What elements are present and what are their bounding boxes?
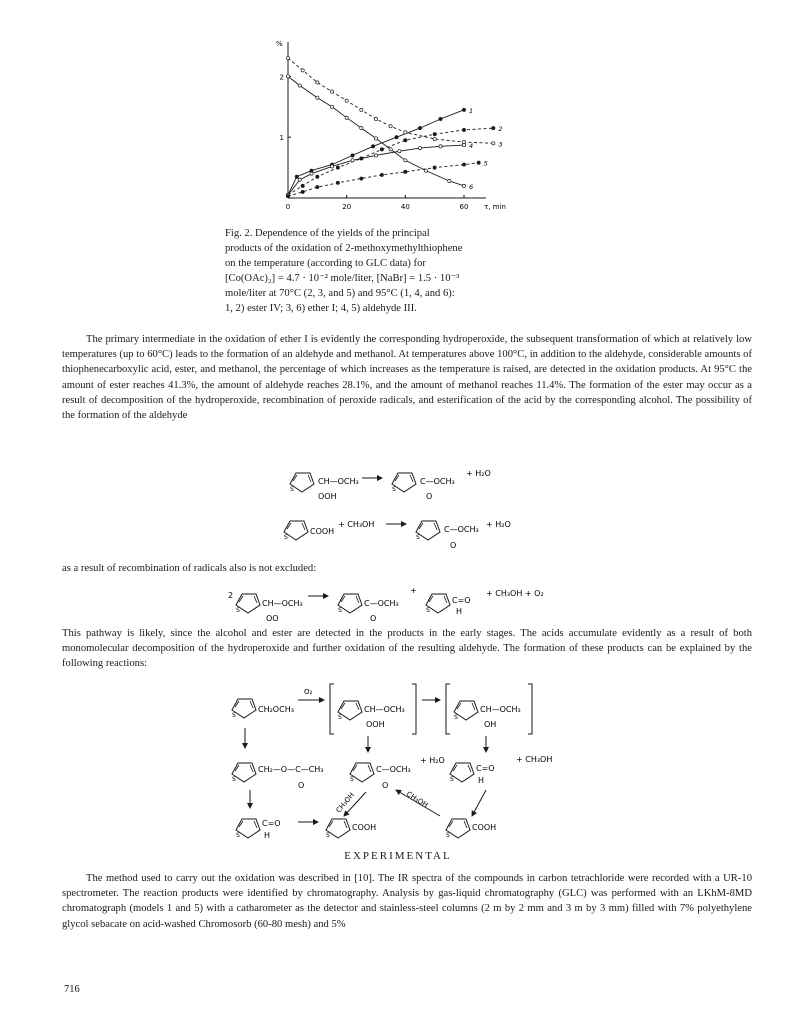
figure-caption (225, 226, 585, 316)
data-point (336, 166, 339, 169)
reaction-scheme (232, 684, 552, 840)
scheme-formula: C=O (452, 596, 471, 605)
data-point (439, 117, 442, 120)
scheme-formula: CH—OCH₃ (262, 599, 303, 608)
x-tick-label: 60 (459, 203, 469, 211)
scheme-formula: C=O (262, 819, 281, 828)
section-heading: EXPERIMENTAL (344, 850, 452, 862)
data-point (301, 69, 304, 72)
paragraph-text: The method used to carry out the oxidation was described in [10]. The IR spectra of the compounds in carbon tetrachloride were recorded with a UR-10 spectrometer. The reaction products were identified by chromatography. Analysis by gas-liquid chromatography (GLC) was performed with an LKhM-8MD chromatograph (models 1 and 5) with a catharometer as the detector and stainless-steel columns (2 m by 2 mm and 3 m by 3 mm) filled with 7% polyethylene glycol sebacate on acid-washed Chromosorb (60-80 mesh) and 5% (62, 873, 752, 930)
ring-sulfur-label: S (454, 714, 458, 721)
scheme-formula: CH₃OH (404, 790, 430, 810)
caption-line: [Co(OAc)₂] = 4.7 · 10⁻² mole/liter, [NaBr] = 1.5 · 10⁻³ (225, 273, 460, 284)
scheme-formula: OH (484, 720, 497, 729)
ring-sulfur-label: S (416, 534, 420, 541)
scheme-formula: C—OCH₃ (376, 765, 411, 774)
data-point (351, 159, 354, 162)
series-label: 5 (483, 159, 488, 168)
data-point (424, 169, 427, 172)
data-point (360, 126, 363, 129)
scheme-formula: O (298, 781, 305, 790)
scheme-formula: + CH₃OH + O₂ (486, 589, 544, 598)
data-point (404, 170, 407, 173)
data-point (418, 126, 421, 129)
scheme-2 (284, 520, 511, 550)
data-point (371, 145, 374, 148)
scheme-formula: C—OCH₃ (420, 477, 455, 486)
data-point (477, 161, 480, 164)
y-tick-label: 1 (279, 134, 284, 143)
data-point (316, 96, 319, 99)
data-point (316, 185, 319, 188)
data-point (395, 136, 398, 139)
data-point (336, 181, 339, 184)
caption-line: on the temperature (according to GLC data) for (225, 258, 426, 269)
scheme-formula: C—OCH₃ (364, 599, 399, 608)
data-point (374, 137, 377, 140)
ring-sulfur-label: S (426, 607, 430, 614)
series-line-1 (288, 110, 464, 195)
scheme-formula: CH₂OCH₃ (258, 705, 294, 714)
ring-sulfur-label: S (450, 776, 454, 783)
paragraph-text: The primary intermediate in the oxidation of ether I is evidently the corresponding hydroperoxide, the subsequent transformation of which at relatively low temperatures (up to 60°C) leads to the formation of an aldehyde and methanol. At temperatures above 100°C, in addition to the aldehyde, considerable amounts of thiophenecarboxylic acid, ester, and methanol, the percentage of which increases as the temperature is raised, are detected in the oxidation products. At 95°C the amount of ester reaches 41.3%, the amount of aldehyde reaches 28.1%, and the amount of methanol reaches 11.4%. The formation of the ester may occur as a result of decomposition of the hydroperoxide, recombination of peroxide radicals, and esterification of the acid by the corresponding alcohol. The possibility of the formation of the aldehyde (62, 334, 752, 422)
x-tick-label: 0 (285, 203, 291, 211)
data-point (492, 142, 495, 145)
data-point (330, 165, 333, 168)
scheme-formula: OOH (318, 492, 337, 501)
data-point (301, 190, 304, 193)
ring-sulfur-label: S (236, 832, 240, 839)
x-axis-label: τ, min (484, 203, 506, 211)
ring-sulfur-label: S (326, 832, 330, 839)
caption-line: Fig. 2. Dependence of the yields of the principal (225, 228, 430, 239)
data-point (295, 175, 298, 178)
data-point (310, 172, 313, 175)
data-point (404, 159, 407, 162)
scheme-formula: H (264, 831, 271, 840)
data-point (301, 184, 304, 187)
ring-sulfur-label: S (338, 714, 342, 721)
scheme-formula: + H₂O (466, 469, 491, 478)
ring-sulfur-label: S (236, 607, 240, 614)
data-point (398, 150, 401, 153)
data-point (298, 84, 301, 87)
data-point (439, 145, 442, 148)
scheme-3 (228, 586, 544, 623)
data-point (380, 173, 383, 176)
scheme-formula: C=O (476, 764, 495, 773)
series-label: 4 (469, 142, 474, 151)
data-point (462, 163, 465, 166)
ring-sulfur-label: S (446, 832, 450, 839)
scheme-formula: CH₂—O—C—CH₃ (258, 765, 324, 774)
series-label: 3 (498, 140, 503, 149)
data-point (433, 133, 436, 136)
scheme-formula: COOH (310, 527, 335, 536)
page-number: 716 (64, 984, 80, 995)
scheme-formula: + CH₃OH (338, 520, 375, 529)
ring-sulfur-label: S (232, 776, 236, 783)
paragraph-text: as a result of recombination of radicals also is not excluded: (62, 563, 317, 574)
bracket (446, 684, 450, 734)
series-label: 1 (469, 106, 474, 115)
paragraph-1 (62, 332, 752, 423)
data-point (462, 108, 465, 111)
scheme-formula: O (426, 492, 433, 501)
data-point (330, 105, 333, 108)
data-point (360, 108, 363, 111)
data-point (286, 57, 289, 60)
caption-line: 1, 2) ester IV; 3, 6) ether I; 4, 5) aldehyde III. (225, 303, 417, 314)
caption-line: products of the oxidation of 2-methoxymethylthiophene (225, 243, 463, 254)
scheme-formula: COOH (352, 823, 377, 832)
data-point (316, 175, 319, 178)
data-point (462, 128, 465, 131)
scheme-formula: CH—OCH₃ (364, 705, 405, 714)
data-point (433, 137, 436, 140)
scheme-formula: CH—OCH₃ (480, 705, 521, 714)
scheme-formula: C—OCH₃ (444, 525, 479, 534)
caption-line: mole/liter at 70°C (2, 3, and 5) and 95°C (1, 4, and 6): (225, 288, 455, 299)
data-point (286, 75, 289, 78)
data-point (316, 81, 319, 84)
ring-sulfur-label: S (338, 607, 342, 614)
data-point (433, 166, 436, 169)
data-point (374, 154, 377, 157)
data-point (360, 177, 363, 180)
series-label: 6 (469, 182, 474, 191)
data-point (345, 99, 348, 102)
x-tick-label: 40 (400, 203, 410, 211)
series-label: 2 (498, 125, 503, 134)
y-axis-label: % (276, 40, 283, 48)
data-point (374, 117, 377, 120)
data-point (286, 195, 289, 198)
data-point (462, 144, 465, 147)
bracket (412, 684, 416, 734)
scheme-formula: H (478, 776, 485, 785)
ring-sulfur-label: S (290, 486, 294, 493)
scheme-formula: + CH₃OH (516, 755, 553, 764)
scheme-formula: O (370, 614, 377, 623)
data-point (462, 184, 465, 187)
scheme-formula: CH₃OH (334, 791, 356, 815)
x-tick-label: 20 (342, 203, 352, 211)
data-point (404, 131, 407, 134)
paragraph-text: This pathway is likely, since the alcohol and ester are detected in the products in the early stages. The acids accumulate evidently as a result of both monomolecular decomposition of the hydroperoxide and further oxidation of the resulting aldehyde. The formation of these products can be explained by the following reactions: (62, 628, 752, 670)
scheme-formula: O₂ (304, 688, 313, 696)
scheme-formula: OO (266, 614, 279, 623)
y-tick-label: 2 (279, 73, 284, 82)
paragraph-4 (62, 871, 752, 932)
scheme-formula: + H₂O (420, 756, 445, 765)
ring-sulfur-label: S (284, 534, 288, 541)
figure-2-chart (270, 38, 530, 218)
scheme-formula: CH—OCH₃ (318, 477, 359, 486)
data-point (389, 148, 392, 151)
data-point (492, 126, 495, 129)
data-point (345, 116, 348, 119)
data-point (404, 139, 407, 142)
scheme-formula: 2 (228, 591, 234, 600)
scheme-formula: OOH (366, 720, 385, 729)
scheme-formula: + H₂O (486, 520, 511, 529)
scheme-formula: O (450, 541, 457, 550)
paragraph-3 (62, 626, 752, 672)
data-point (418, 147, 421, 150)
ring-sulfur-label: S (232, 712, 236, 719)
data-point (298, 178, 301, 181)
scheme-formula: H (456, 607, 463, 616)
data-point (351, 154, 354, 157)
data-point (389, 125, 392, 128)
data-point (380, 148, 383, 151)
scheme-formula: COOH (472, 823, 497, 832)
data-point (330, 90, 333, 93)
paragraph-2 (62, 561, 752, 576)
bracket (330, 684, 334, 734)
scheme-formula: O (382, 781, 389, 790)
scheme-formula: + (410, 586, 417, 595)
reaction-arrow (472, 790, 486, 816)
data-point (448, 179, 451, 182)
scheme-1 (290, 469, 491, 501)
ring-sulfur-label: S (392, 486, 396, 493)
ring-sulfur-label: S (350, 776, 354, 783)
bracket (528, 684, 532, 734)
